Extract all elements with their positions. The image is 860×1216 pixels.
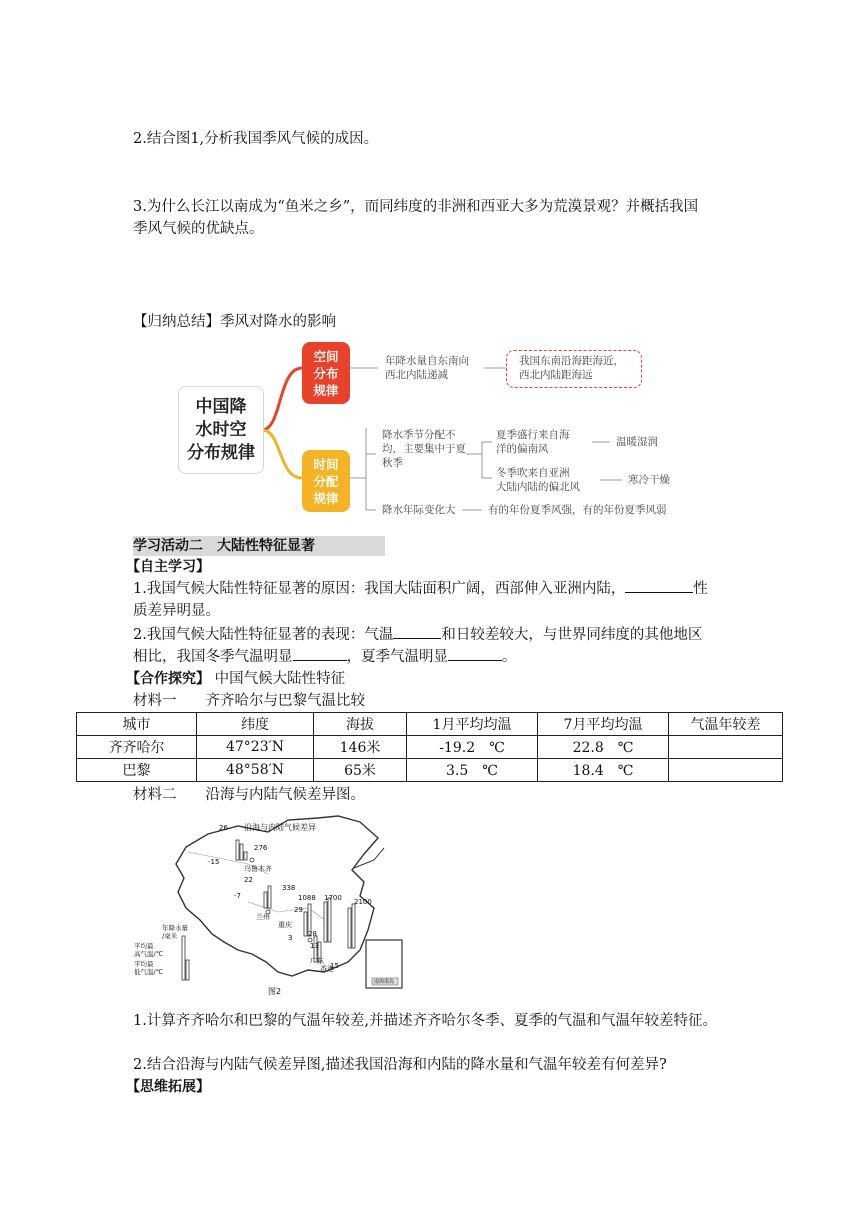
blank-4[interactable] (448, 646, 502, 661)
mindmap-spatial-note: 我国东南沿海距海近， 西北内陆距海远 (519, 355, 624, 381)
map-number: 338 (282, 884, 296, 892)
map-legend-min-temp: 平均最 低气温/℃ (134, 960, 163, 976)
summary-heading: 【归纳总结】季风对降水的影响 (133, 314, 336, 330)
material-1: 材料一 齐齐哈尔与巴黎气温比较 (133, 693, 365, 709)
self-study-q2-line2 (133, 646, 517, 668)
coop-title: 中国气候大陆性特征 (214, 671, 346, 687)
map-city-lanzhou: 兰州 (256, 913, 270, 921)
map-city-chongqing: 重庆 (278, 921, 292, 929)
self-study-q2-line1 (133, 624, 702, 646)
mindmap-temporal-sub1-result: 温暖湿润 (616, 436, 658, 448)
self-study-q2-text-e: 。 (502, 649, 517, 665)
table-header-row (77, 713, 783, 736)
question-3-line1: 3.为什么长江以南成为“鱼米之乡”，而同纬度的非洲和西亚大多为荒漠景观？并概括我国 (133, 199, 699, 215)
map-number: 1700 (324, 894, 342, 902)
table-row (77, 759, 783, 782)
table-header: 1月平均均温 (407, 713, 538, 736)
map-number: 22 (244, 876, 253, 884)
blank-3[interactable] (293, 646, 347, 661)
question-2: 2.结合图1,分析我国季风气候的成因。 (133, 131, 379, 147)
self-study-q1-line1 (133, 578, 708, 600)
map-number: 3 (288, 934, 293, 942)
table-cell: 齐齐哈尔 (77, 736, 197, 759)
table-cell: 巴黎 (77, 759, 197, 782)
map-number: 28 (308, 930, 317, 938)
map-number: -7 (234, 892, 241, 900)
table-cell-answer[interactable] (669, 736, 783, 759)
map-city-guangdong: 广东 (310, 957, 324, 965)
table-cell: 18.4 ℃ (538, 759, 669, 782)
self-study-q2-text-b: 和日较差较大，与世界同纬度的其他地区 (441, 627, 703, 643)
figure-label: 图2 (268, 987, 282, 996)
map-number: 2100 (354, 898, 372, 906)
map-number: 15 (330, 962, 339, 970)
map-number: -15 (208, 858, 220, 866)
map-number: 1088 (298, 894, 316, 902)
climate-map-figure (128, 812, 420, 1000)
coop-line (126, 668, 345, 690)
activity2-title: 学习活动二 大陆性特征显著 (133, 538, 315, 554)
self-study-label: 【自主学习】 (126, 559, 210, 575)
table-cell: 65米 (314, 759, 407, 782)
map-legend-max-temp: 平均最 高气温/℃ (134, 942, 163, 958)
table-cell: 47°23′N (197, 736, 314, 759)
map-legend-precip: 年降水量 /毫米 (162, 924, 188, 940)
map-city-hongkong: 香港 (320, 965, 334, 973)
map-number: 26 (219, 824, 228, 832)
table-cell: -19.2 ℃ (407, 736, 538, 759)
table-header: 海拔 (314, 713, 407, 736)
mindmap-temporal-sub1: 夏季盛行来自海 洋的偏南风 (496, 429, 570, 455)
table-header: 纬度 (197, 713, 314, 736)
table-row (77, 736, 783, 759)
self-study-q2-text-d: ，夏季气温明显 (346, 649, 448, 665)
china-map-outline (128, 812, 420, 1000)
mind-map (170, 338, 690, 523)
mindmap-temporal-sub2-result: 寒冷干燥 (628, 474, 670, 486)
blank-2[interactable] (393, 624, 441, 639)
mindmap-spatial-note-box (506, 350, 642, 388)
mindmap-spatial-text: 年降水量自东南向 西北内陆递减 (385, 355, 469, 381)
mindmap-temporal-text2-note: 有的年份夏季风强，有的年份夏季风弱 (488, 504, 667, 516)
self-study-q1-text: 1.我国气候大陆性特征显著的原因：我国大陆面积广阔，西部伸入亚洲内陆， (133, 581, 626, 597)
map-title: 沿海与内陆气候差异 (244, 823, 316, 832)
map-inset-label: 南海诸岛 (374, 979, 395, 985)
mindmap-root: 中国降 水时空 分布规律 (178, 386, 264, 474)
coop-label: 【合作探究】 (126, 671, 210, 687)
table-cell: 146米 (314, 736, 407, 759)
map-number: 276 (254, 844, 268, 852)
self-study-q1-suffix: 性 (693, 581, 708, 597)
map-number: 29 (294, 906, 303, 914)
material-2: 材料二 沿海与内陆气候差异图。 (133, 787, 365, 803)
self-study-q2-text-c: 相比，我国冬季气温明显 (133, 649, 293, 665)
table-cell-answer[interactable] (669, 759, 783, 782)
mindmap-branch-temporal: 时间 分配 规律 (302, 450, 350, 512)
table-header: 城市 (77, 713, 197, 736)
mindmap-temporal-sub2: 冬季吹来自亚洲 大陆内陆的偏北风 (496, 467, 580, 493)
temperature-table (76, 712, 783, 782)
table-cell: 3.5 ℃ (407, 759, 538, 782)
mindmap-temporal-text2: 降水年际变化大 (382, 504, 456, 516)
question-3-line2: 季风气候的优缺点。 (133, 221, 264, 237)
map-city-urumqi: 乌鲁木齐 (244, 865, 272, 873)
thinking-extension-label: 【思维拓展】 (126, 1079, 210, 1095)
table-header: 气温年较差 (669, 713, 783, 736)
coop-question-1: 1.计算齐齐哈尔和巴黎的气温年较差,并描述齐齐哈尔冬季、夏季的气温和气温年较差特征。 (133, 1013, 717, 1029)
mindmap-branch-spatial: 空间 分布 规律 (302, 342, 350, 404)
map-number: 13 (310, 942, 319, 950)
table-cell: 22.8 ℃ (538, 736, 669, 759)
coop-question-2: 2.结合沿海与内陆气候差异图,描述我国沿海和内陆的降水量和气温年较差有何差异? (133, 1057, 667, 1073)
blank-1[interactable] (625, 578, 693, 593)
table-header: 7月平均均温 (538, 713, 669, 736)
table-cell: 48°58′N (197, 759, 314, 782)
mindmap-temporal-text1: 降水季节分配不 均，主要集中于夏 秋季 (382, 429, 466, 469)
self-study-q2-text-a: 2.我国气候大陆性特征显著的表现：气温 (133, 627, 394, 643)
self-study-q1-line2: 质差异明显。 (133, 603, 220, 619)
